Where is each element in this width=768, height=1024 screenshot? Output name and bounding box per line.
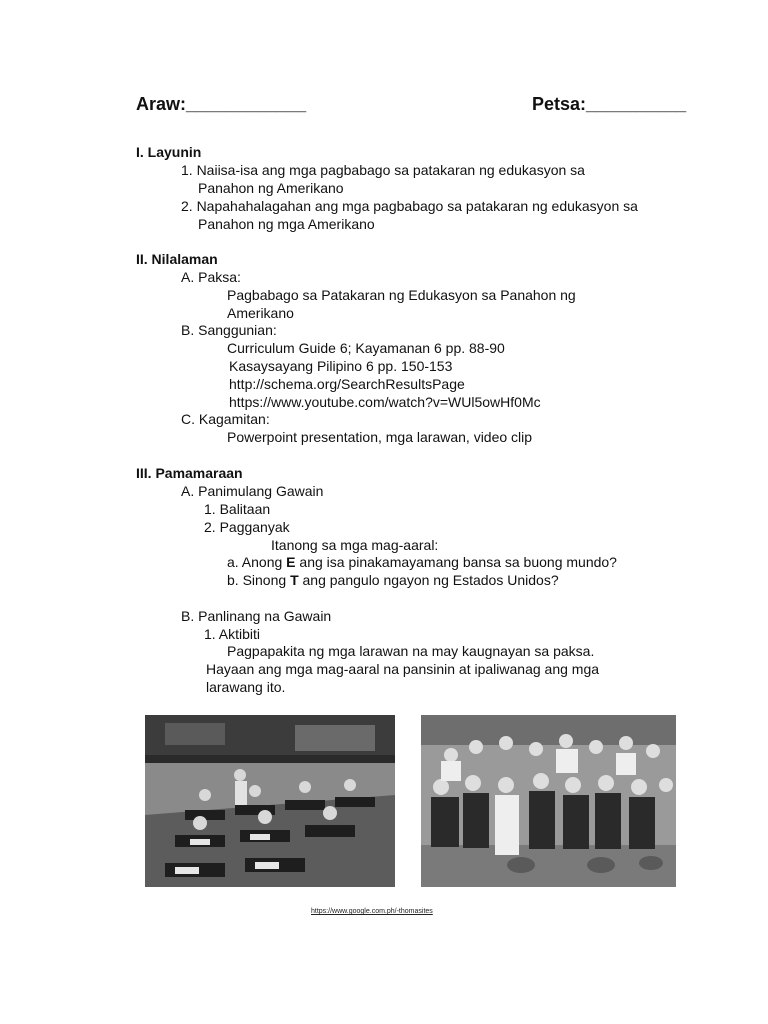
section-layunin-title: I. Layunin [136, 144, 202, 160]
section-pamamaraan-title: III. Pamamaraan [136, 465, 243, 481]
sanggunian-label: B. Sanggunian: [181, 322, 277, 338]
layunin-item-1-cont: Panahon ng Amerikano [198, 180, 344, 196]
kagamitan-text: Powerpoint presentation, mga larawan, video clip [227, 429, 533, 445]
sanggunian-1: Curriculum Guide 6; Kayamanan 6 pp. 88-90 [227, 340, 505, 356]
itanong: Itanong sa mga mag-aaral: [271, 537, 439, 553]
paksa-text-1: Pagbabago sa Patakaran ng Edukasyon sa Panahon ng [227, 287, 576, 303]
question-b-pre: b. Sinong [227, 572, 291, 588]
petsa-field: Petsa:__________ [532, 94, 687, 114]
sanggunian-2: Kasaysayang Pilipino 6 pp. 150-153 [229, 358, 453, 374]
question-a [227, 554, 617, 570]
panlinang-gawain: B. Panlinang na Gawain [181, 608, 332, 624]
sanggunian-4: https://www.youtube.com/watch?v=WUl5owHf0Mc [229, 394, 541, 410]
group-photo [421, 715, 676, 887]
question-a-pre: a. Anong [227, 554, 287, 570]
layunin-item-1: 1. Naiisa-isa ang mga pagbabago sa patakaran ng edukasyon sa [181, 162, 585, 178]
layunin-item-2: 2. Napahahalagahan ang mga pagbabago sa patakaran ng edukasyon sa [181, 198, 638, 214]
balitaan: 1. Balitaan [204, 501, 271, 517]
aktibiti-text-3: larawang ito. [206, 679, 286, 695]
classroom-photo [145, 715, 395, 887]
aktibiti-text-2: Hayaan ang mga mag-aaral na pansinin at ipaliwanag ang mga [206, 661, 600, 677]
question-b [227, 572, 559, 588]
araw-field: Araw:____________ [136, 94, 307, 114]
question-b-bold: T [290, 572, 299, 588]
layunin-item-2-cont: Panahon ng mga Amerikano [198, 216, 375, 232]
question-a-post: ang isa pinakamayamang bansa sa buong mundo? [295, 554, 617, 570]
photo-source-link[interactable]: https://www.google.com.ph/-thomasites [311, 908, 433, 915]
section-nilalaman-title: II. Nilalaman [136, 251, 218, 267]
aktibiti: 1. Aktibiti [204, 626, 261, 642]
pagganyak: 2. Pagganyak [204, 519, 290, 535]
aktibiti-text-1: Pagpapakita ng mga larawan na may kaugnayan sa paksa. [227, 643, 595, 659]
sanggunian-3: http://schema.org/SearchResultsPage [229, 376, 465, 392]
paksa-text-2: Amerikano [227, 305, 294, 321]
question-a-bold: E [286, 554, 296, 570]
kagamitan-label: C. Kagamitan: [181, 411, 270, 427]
panimulang-gawain: A. Panimulang Gawain [181, 483, 324, 499]
question-b-post: ang pangulo ngayon ng Estados Unidos? [298, 572, 559, 588]
paksa-label: A. Paksa: [181, 269, 241, 285]
